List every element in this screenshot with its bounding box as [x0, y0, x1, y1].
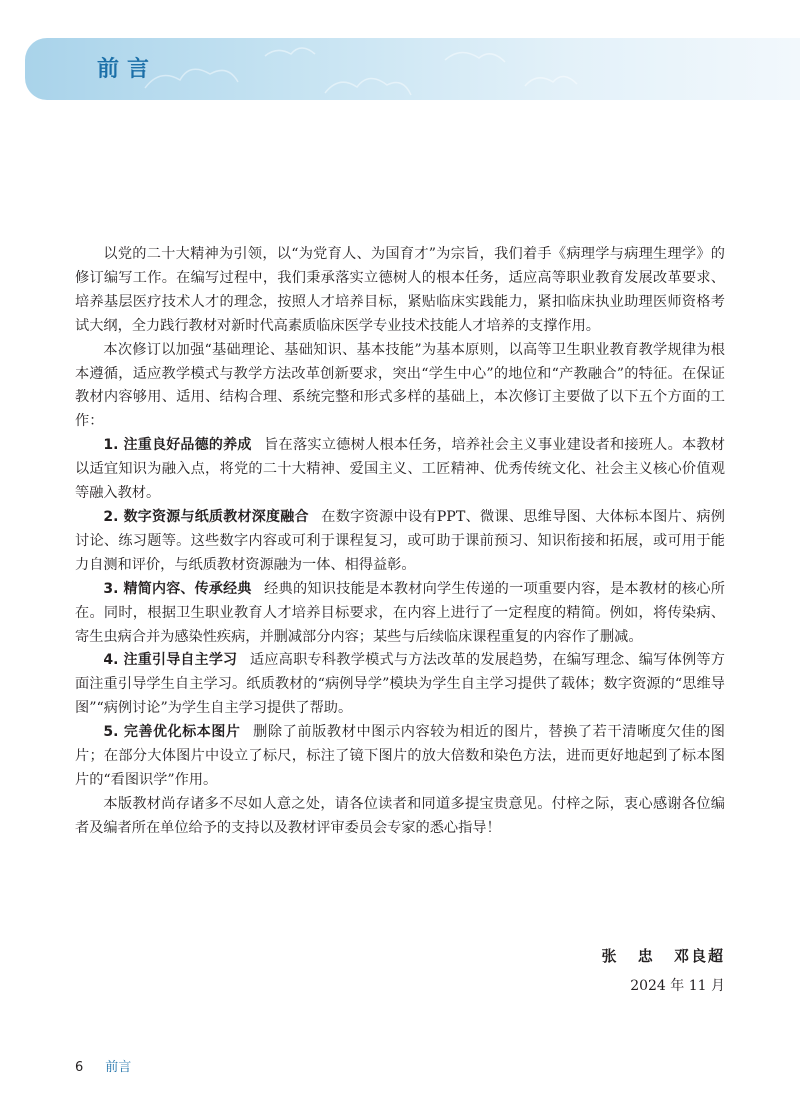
- footer-section-title: 前言: [105, 1060, 132, 1075]
- signature-date: 2024 年 11 月: [630, 978, 725, 994]
- point-text: 适应高职专科教学模式与方法改革的发展趋势，在编写理念、编写体例等方面注重引导学生自主学习。纸质教材的“病例导学”模块为学生自主学习提供了载体；数字资源的“思维导图”“病例讨论”为学生自主学习提供了帮助。: [75, 652, 725, 717]
- point-paragraph: [75, 649, 725, 721]
- point-title: 2. 数字资源与纸质教材深度融合: [103, 508, 309, 525]
- point-title: 4. 注重引导自主学习: [103, 652, 238, 669]
- page-number: 6: [75, 1060, 84, 1075]
- principle-paragraph: 本次修订以加强“基础理论、基础知识、基本技能”为基本原则，以高等卫生职业教育教学规律为根本遵循，适应教学模式与教学方法改革创新要求，突出“学生中心”的地位和“产教融合”的特征。在保证教材内容够用、适用、结构合理、系统完整和形式多样的基础上，本次修订主要做了以下五个方面的工作：: [75, 341, 725, 430]
- preface-body: [75, 243, 725, 841]
- point-text: 经典的知识技能是本教材向学生传递的一项重要内容，是本教材的核心所在。同时，根据卫生职业教育人才培养目标要求，在内容上进行了一定程度的精简。例如，将传染病、寄生虫病合并为感染性疾病，并删减部分内容；某些与后续临床课程重复的内容作了删减。: [75, 580, 725, 645]
- intro-paragraph: 以党的二十大精神为引领，以“为党育人、为国育才”为宗旨，我们着手《病理学与病理生理学》的修订编写工作。在编写过程中，我们秉承落实立德树人的根本任务，适应高等职业教育发展改革要求、培养基层医疗技术人才的理念，按照人才培养目标，紧贴临床实践能力，紧扣临床执业助理医师资格考试大纲，全力践行教材对新时代高素质临床医学专业技术技能人才培养的支撑作用。: [75, 246, 725, 334]
- point-paragraph: [75, 506, 725, 578]
- point-title: 5. 完善优化标本图片: [103, 724, 241, 741]
- chapter-header-band: [25, 38, 800, 100]
- point-title: 1. 注重良好品德的养成: [103, 437, 252, 454]
- point-paragraph: [75, 434, 725, 506]
- point-text: 在数字资源中设有PPT、微课、思维导图、大体标本图片、病例讨论、练习题等。这些数字内容或可利于课程复习，或可助于课前预习、知识衔接和拓展，或可用于能力自测和评价，与纸质教材资源融为一体、相得益彰。: [75, 508, 725, 573]
- closing-paragraph: 本版教材尚存诸多不尽如人意之处，请各位读者和同道多提宝贵意见。付梓之际，衷心感谢各位编者及编者所在单位给予的支持以及教材评审委员会专家的悉心指导！: [75, 795, 725, 836]
- point-paragraph: [75, 578, 725, 650]
- point-text: 旨在落实立德树人根本任务，培养社会主义事业建设者和接班人。本教材以适宜知识为融入点，将党的二十大精神、爱国主义、工匠精神、优秀传统文化、社会主义核心价值观等融入教材。: [75, 437, 725, 502]
- author-signature: 张 忠 邓良超: [601, 947, 725, 965]
- page-footer: [75, 1056, 131, 1075]
- chapter-title: 前言: [97, 57, 158, 82]
- point-title: 3. 精简内容、传承经典: [103, 580, 252, 597]
- point-text: 删除了前版教材中图示内容较为相近的图片，替换了若干清晰度欠佳的图片；在部分大体图片中设立了标尺，标注了镜下图片的放大倍数和染色方法，进而更好地起到了标本图片的“看图识学”作用。: [75, 724, 725, 788]
- point-paragraph: [75, 721, 725, 793]
